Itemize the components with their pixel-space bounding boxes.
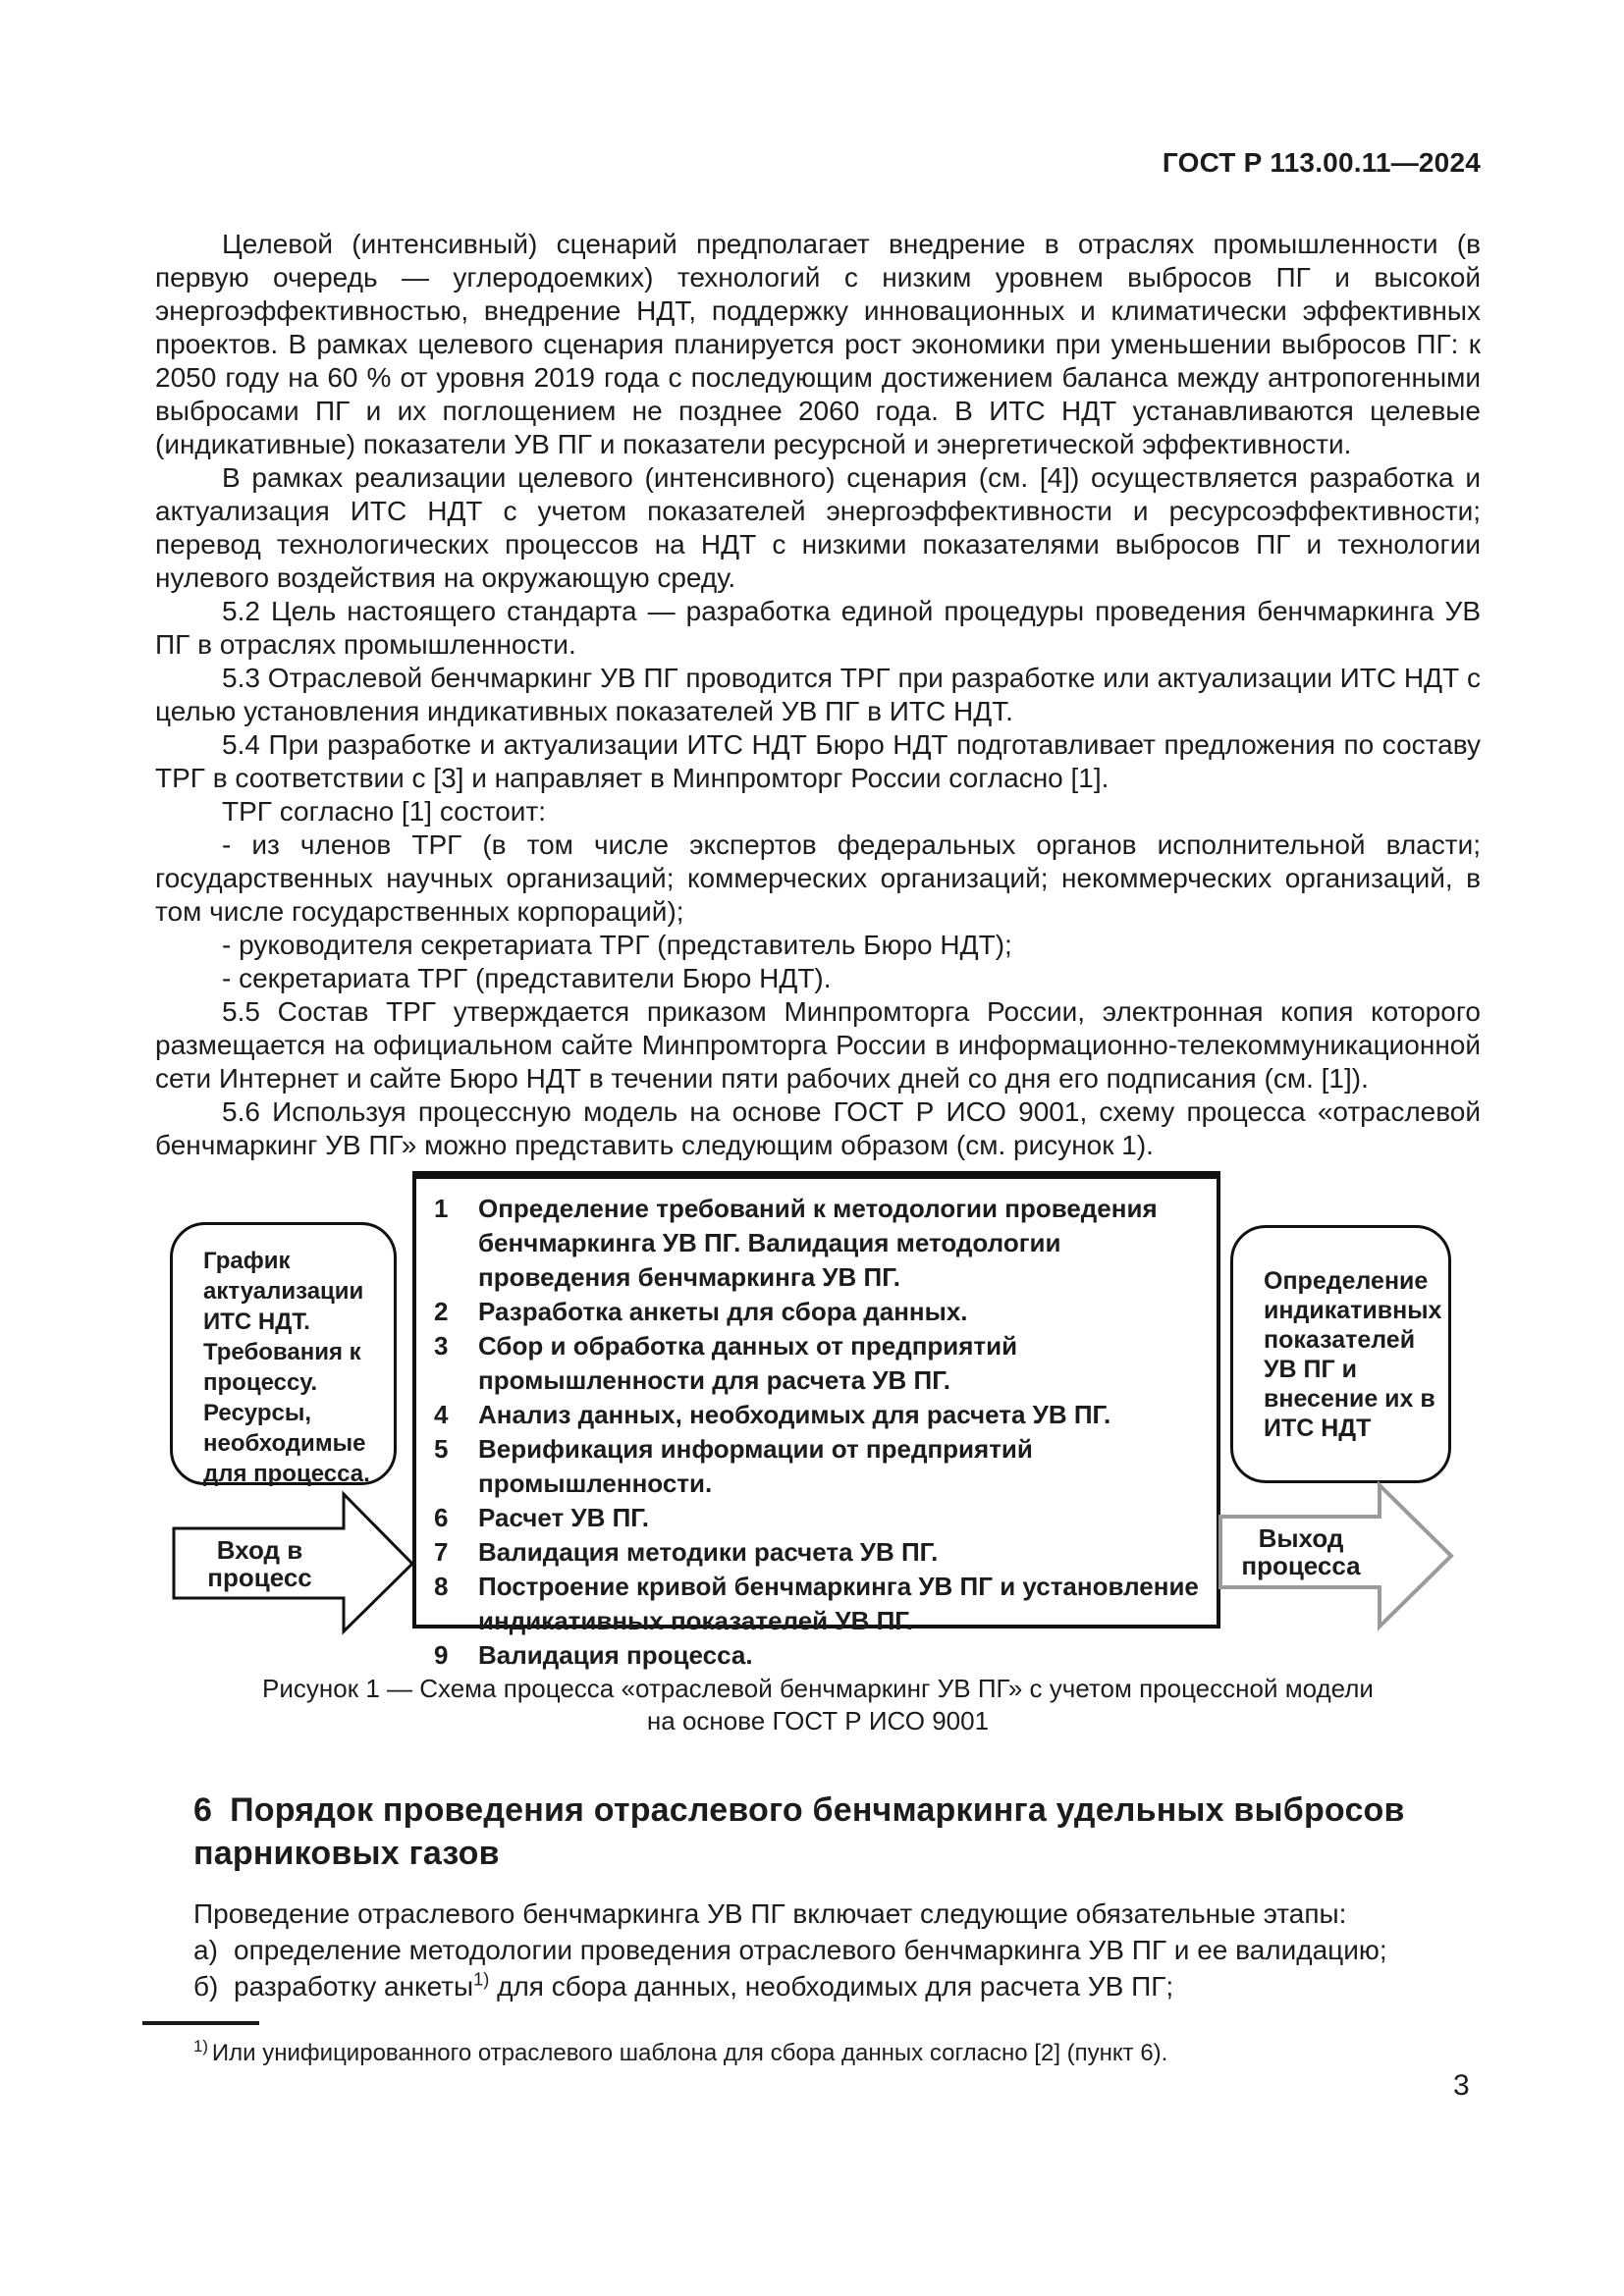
section6-item-a	[193, 1932, 1445, 1968]
footnote	[193, 2032, 1450, 2068]
step-text: Анализ данных, необходимых для расчета УВ ПГ.	[478, 1400, 1111, 1429]
step-number: 5	[434, 1434, 449, 1464]
page-number: 3	[1453, 2069, 1470, 2102]
paragraph: - секретариата ТРГ (представители Бюро НДТ).	[222, 963, 832, 993]
figure-output-description-text: Определение индикативных показателей УВ ПГ и внесение их в ИТС НДТ	[1264, 1266, 1442, 1442]
figure-input-description-text: График актуализации ИТС НДТ. Требования к процессу. Ресурсы, необходимые для процесса.	[203, 1248, 370, 1487]
step-number: 2	[434, 1297, 449, 1326]
figure-caption-line1: Рисунок 1 — Схема процесса «отраслевой бенчмаркинг УВ ПГ» с учетом процессной модели	[262, 1674, 1374, 1703]
step-text: Определение требований к методологии проведения бенчмаркинга УВ ПГ. Валидация методологии проведения бенчмаркинга УВ ПГ.	[478, 1194, 1158, 1292]
section6-heading	[193, 1789, 1445, 1875]
paragraph: ТРГ согласно [1] состоит:	[222, 796, 547, 827]
step-text: Сбор и обработка данных от предприятий промышленности для расчета УВ ПГ.	[478, 1331, 1018, 1395]
section6-item-b-text: разработку анкеты	[234, 1971, 474, 2002]
figure-output-description-box	[1230, 1225, 1451, 1483]
section6-item-b	[193, 1968, 1445, 2004]
step-number: 7	[434, 1537, 449, 1567]
step-number: 4	[434, 1400, 449, 1429]
paragraph: 5.3 Отраслевой бенчмаркинг УВ ПГ проводится ТРГ при разработке или актуализации ИТС НДТ с целью установления индикативных показателей УВ ПГ в ИТС НДТ.	[155, 663, 1481, 726]
figure-caption	[155, 1673, 1481, 1737]
document-code-header: ГОСТ Р 113.00.11—2024	[1162, 147, 1481, 178]
section6-item-a-text: определение методологии проведения отраслевого бенчмаркинга УВ ПГ и ее валидацию;	[234, 1935, 1387, 1965]
process-step	[434, 1535, 1203, 1570]
paragraph: 5.2 Цель настоящего стандарта — разработка единой процедуры проведения бенчмаркинга УВ ПГ в отраслях промышленности.	[155, 596, 1481, 660]
paragraph: В рамках реализации целевого (интенсивного) сценария (см. [4]) осуществляется разработка и актуализация ИТС НДТ с учетом показателей энергоэффективности и ресурсоэффективности; перевод технологических процессов на НДТ с низкими показателями выбросов ПГ и технологии нулевого воздействия на окружающую среду.	[155, 462, 1481, 593]
process-step	[434, 1638, 1203, 1673]
step-text: Расчет УВ ПГ.	[478, 1503, 649, 1532]
process-step	[434, 1570, 1203, 1638]
section6-number: 6	[193, 1791, 213, 1829]
figure-caption-line2: на основе ГОСТ Р ИСО 9001	[646, 1706, 990, 1735]
figure-process-steps-box	[412, 1171, 1220, 1670]
paragraph: 5.6 Используя процессную модель на основе ГОСТ Р ИСО 9001, схему процесса «отраслевой бенчмаркинг УВ ПГ» можно представить следующим образом (см. рисунок 1).	[155, 1096, 1481, 1160]
paragraph: - из членов ТРГ (в том числе экспертов федеральных органов исполнительной власти; государственных научных организаций; коммерческих организаций; некоммерческих организаций, в том числе государственных корпораций);	[155, 829, 1481, 927]
step-number: 8	[434, 1572, 449, 1601]
paragraph: - руководителя секретариата ТРГ (представитель Бюро НДТ);	[222, 930, 1012, 960]
footnote-separator-rule	[142, 2021, 259, 2025]
input-arrow-label: Вход в процесс	[207, 1534, 312, 1592]
process-step	[434, 1398, 1203, 1432]
step-number: 1	[434, 1194, 449, 1223]
step-text: Верификация информации от предприятий промышленности.	[478, 1434, 1033, 1498]
footnote-text: Или унифицированного отраслевого шаблона для сбора данных согласно [2] (пункт 6).	[211, 2040, 1168, 2066]
step-text: Валидация методики расчета УВ ПГ.	[478, 1537, 939, 1567]
step-number: 6	[434, 1503, 449, 1532]
step-text: Валидация процесса.	[478, 1640, 753, 1670]
paragraph: 5.5 Состав ТРГ утверждается приказом Минпромторга России, электронная копия которого размещается на официальном сайте Минпромторга России в информационно-телекоммуникационной сети Интернет и сайте Бюро НДТ в течении пяти рабочих дней со дня его подписания (см. [1]).	[155, 996, 1481, 1094]
figure-input-description-box	[170, 1222, 397, 1485]
process-step	[434, 1295, 1203, 1329]
section5-body	[155, 228, 1481, 1162]
paragraph: Целевой (интенсивный) сценарий предполагает внедрение в отраслях промышленности (в первую очередь — углеродоемких) технологий с низким уровнем выбросов ПГ и высокой энергоэффективностью, внедрение НДТ, поддержку инновационных и климатически эффективных проектов. В рамках целевого сценария планируется рост экономики при уменьшении выбросов ПГ: к 2050 году на 60 % от уровня 2019 года с последующим достижением баланса между антропогенными выбросами ПГ и их поглощением не позднее 2060 года. В ИТС НДТ устанавливаются целевые (индикативные) показатели УВ ПГ и показатели ресурсной и энергетической эффективности.	[155, 229, 1481, 459]
step-text: Построение кривой бенчмаркинга УВ ПГ и установление индикативных показателей УВ ПГ.	[478, 1572, 1199, 1635]
section6-body	[193, 1896, 1445, 2004]
step-number: 3	[434, 1331, 449, 1361]
section6-title-text: Порядок проведения отраслевого бенчмаркинга удельных выбросов парниковых газов	[193, 1791, 1405, 1872]
output-arrow-label: Выход процесса	[1241, 1523, 1361, 1580]
section6	[193, 1789, 1445, 2004]
process-step	[434, 1432, 1203, 1501]
process-step	[434, 1501, 1203, 1535]
process-steps-list	[416, 1179, 1217, 1673]
step-text: Разработка анкеты для сбора данных.	[478, 1297, 968, 1326]
process-step	[434, 1192, 1203, 1295]
footnote-reference-mark: 1)	[473, 1969, 490, 1990]
paragraph: 5.4 При разработке и актуализации ИТС НДТ Бюро НДТ подготавливает предложения по составу ТРГ в соответствии с [3] и направляет в Минпромторг России согласно [1].	[155, 729, 1481, 793]
list-marker-a: а)	[193, 1935, 218, 1965]
list-marker-b: б)	[193, 1971, 219, 2002]
footnote-number: 1)	[193, 2037, 208, 2056]
process-step	[434, 1329, 1203, 1398]
section6-intro: Проведение отраслевого бенчмаркинга УВ ПГ включает следующие обязательные этапы:	[193, 1898, 1347, 1929]
step-number: 9	[434, 1640, 449, 1670]
section6-item-b-text-cont: для сбора данных, необходимых для расчета УВ ПГ;	[489, 1971, 1174, 2002]
